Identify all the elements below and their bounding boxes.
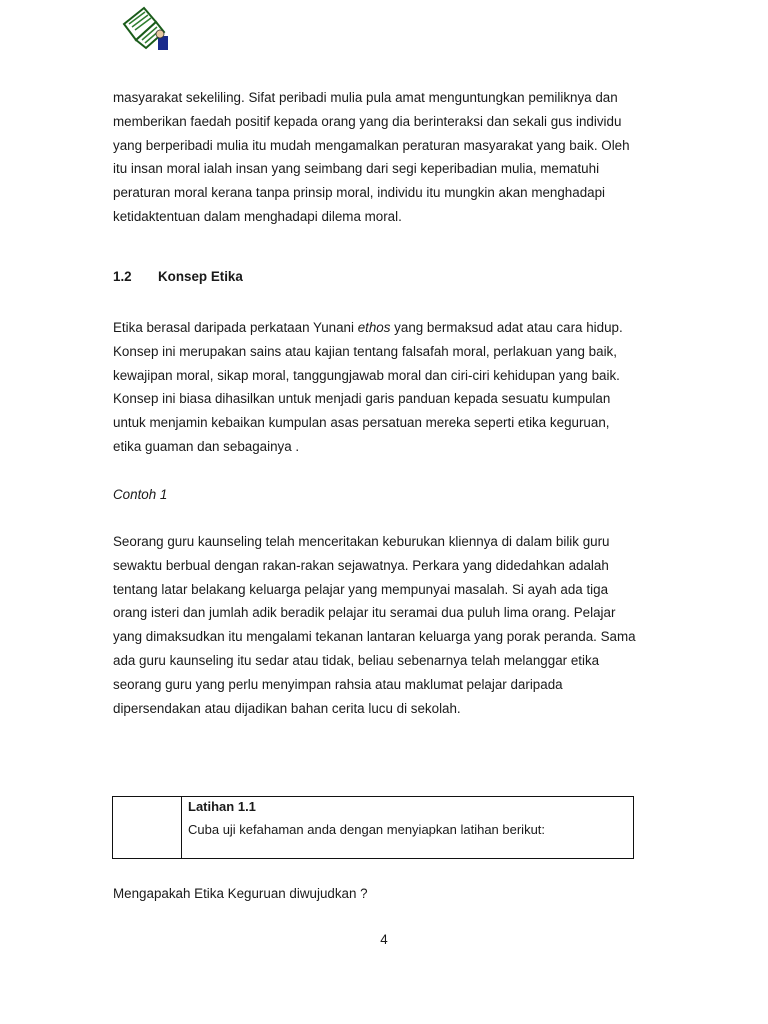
section-heading	[113, 267, 243, 287]
text-line: masyarakat sekeliling. Sifat peribadi mulia pula amat menguntungkan pemiliknya dan	[113, 90, 618, 105]
text-line: dipersendakan atau dijadikan bahan cerita lucu di sekolah.	[113, 700, 461, 716]
paragraph-example	[113, 530, 655, 720]
text-line: itu insan moral ialah insan yang seimbang dari segi keperibadian mulia, mematuhi	[113, 161, 600, 177]
text-line: Seorang guru kaunseling telah menceritakan keburukan kliennya di dalam bilik guru	[113, 534, 610, 549]
text-line: Konsep ini merupakan sains atau kajian tentang falsafah moral, perlakuan yang baik,	[113, 343, 617, 359]
text-line: ada guru kaunseling itu sedar atau tidak, beliau sebenarnya telah melanggar etika	[113, 652, 600, 668]
text-line: yang berperibadi mulia itu mudah mengamalkan peraturan masyarakat yang baik. Oleh	[113, 137, 630, 153]
exercise-instruction: Cuba uji kefahaman anda dengan menyiapkan latihan berikut:	[188, 822, 546, 837]
text-fragment: Etika berasal daripada perkataan Yunani	[113, 320, 358, 335]
text-line: orang isteri dan jumlah adik beradik pelajar itu seramai dua puluh lima orang. Pelajar	[113, 605, 616, 621]
italic-term: ethos	[357, 320, 391, 335]
text-line: seorang guru yang perlu menyimpan rahsia atau maklumat pelajar daripada	[113, 676, 563, 692]
text-line: Konsep ini biasa dihasilkan untuk menjadi garis panduan kepada sesuatu kumpulan	[113, 391, 611, 407]
text-line: untuk menjamin kebaikan kumpulan asas persatuan mereka seperti etika keguruan,	[113, 415, 610, 431]
text-line: yang dimaksudkan itu mengalami tekanan lantaran keluarga yang porak peranda. Sama	[113, 629, 636, 645]
text-line: etika guaman dan sebagainya .	[113, 438, 300, 454]
exercise-question: Mengapakah Etika Keguruan diwujudkan ?	[113, 886, 368, 901]
example-label: Contoh 1	[113, 487, 168, 502]
section-number: 1.2	[113, 269, 132, 284]
text-line	[113, 316, 655, 340]
exercise-box-left-cell	[113, 797, 182, 858]
text-line: tentang latar belakang keluarga pelajar yang mempunyai masalah. Si ayah ada tiga	[113, 581, 609, 597]
section-title: Konsep Etika	[158, 269, 243, 284]
paragraph-konsep-etika	[113, 316, 655, 459]
text-line: ketidaktentuan dalam menghadapi dilema moral.	[113, 208, 402, 224]
exercise-title: Latihan 1.1	[188, 799, 256, 814]
text-line: peraturan moral kerana tanpa prinsip moral, individu itu mungkin akan menghadapi	[113, 185, 606, 201]
paragraph-intro	[113, 86, 655, 229]
text-line: sewaktu berbual dengan rakan-rakan sejawatnya. Perkara yang didedahkan adalah	[113, 557, 609, 573]
text-fragment: yang bermaksud adat atau cara hidup.	[390, 320, 623, 335]
book-hand-icon	[120, 2, 172, 52]
exercise-box-content	[182, 797, 551, 858]
exercise-box	[112, 796, 634, 859]
text-line: kewajipan moral, sikap moral, tanggungjawab moral dan ciri-ciri kehidupan yang baik.	[113, 367, 620, 383]
page-number: 4	[380, 932, 388, 947]
text-line: memberikan faedah positif kepada orang yang dia berinteraksi dan sekali gus individu	[113, 113, 622, 129]
